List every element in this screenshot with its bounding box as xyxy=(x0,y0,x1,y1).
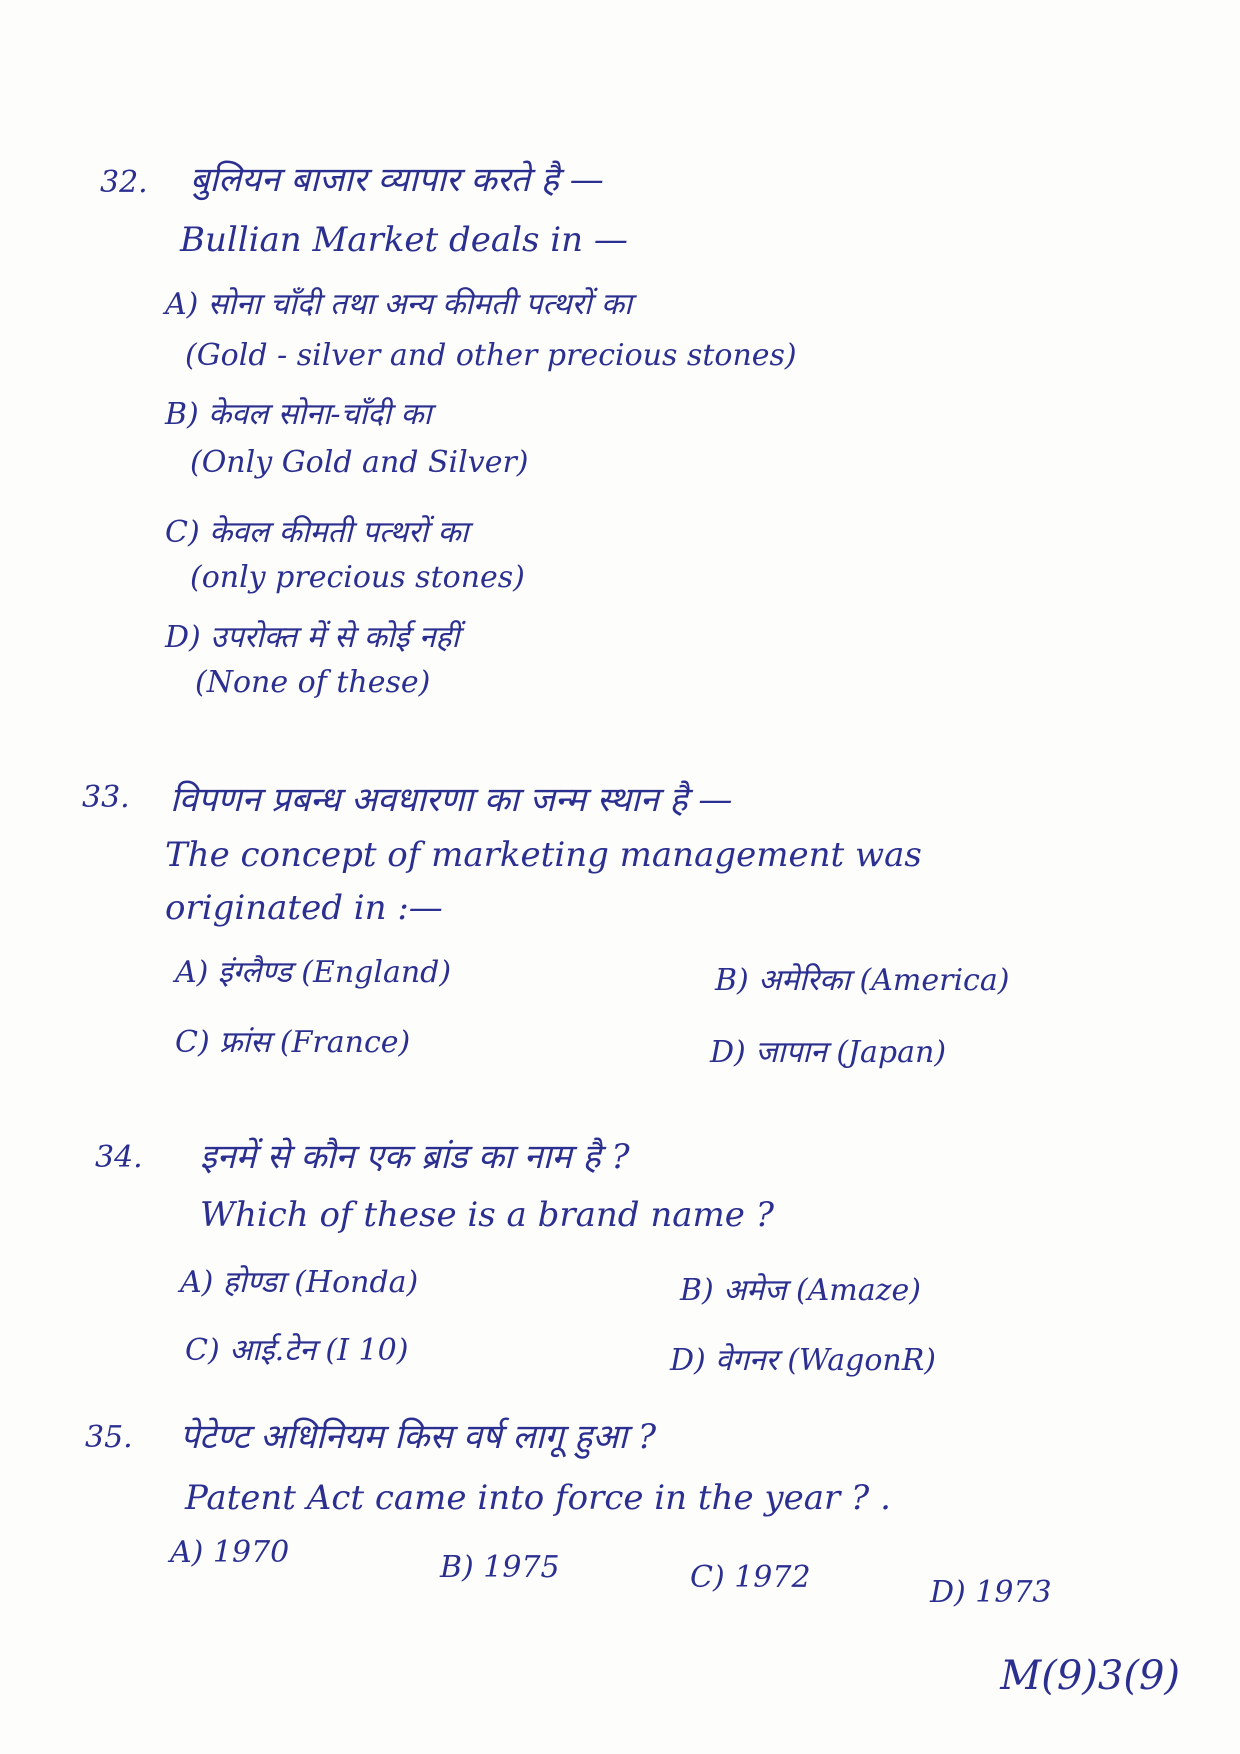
option-c: C) फ्रांस (France) xyxy=(175,1025,411,1060)
option-d-hindi: D) उपरोक्त में से कोई नहीं xyxy=(165,620,460,655)
question-number: 35. xyxy=(85,1420,133,1455)
question-number: 32. xyxy=(100,165,148,200)
option-b: B) अमेज (Amaze) xyxy=(680,1273,921,1308)
option-d-english: (None of these) xyxy=(195,665,431,700)
question-text-hindi: पेटेण्ट अधिनियम किस वर्ष लागू हुआ ? xyxy=(180,1417,657,1457)
option-b-hindi: B) केवल सोना-चाँदी का xyxy=(165,397,432,432)
option-a-english: (Gold - silver and other precious stones) xyxy=(185,338,797,373)
question-text-english-continued: originated in :— xyxy=(165,888,443,928)
option-c: C) 1972 xyxy=(690,1560,811,1595)
page-code-annotation: M(9)3(9) xyxy=(1000,1653,1180,1699)
question-number: 34. xyxy=(95,1140,143,1175)
question-text-english: Patent Act came into force in the year ? . xyxy=(185,1478,891,1518)
option-a: A) होण्डा (Honda) xyxy=(180,1265,419,1300)
option-d: D) 1973 xyxy=(930,1575,1052,1610)
question-text-english: Which of these is a brand name ? xyxy=(200,1195,774,1235)
option-b-english: (Only Gold and Silver) xyxy=(190,445,529,480)
option-d: D) जापान (Japan) xyxy=(710,1035,947,1070)
question-text-hindi: विपणन प्रबन्ध अवधारणा का जन्म स्थान है — xyxy=(170,780,733,820)
option-a-hindi: A) सोना चाँदी तथा अन्य कीमती पत्थरों का xyxy=(165,287,632,322)
option-c: C) आई.टेन (I 10) xyxy=(185,1333,409,1368)
question-text-english: The concept of marketing management was xyxy=(165,835,922,875)
question-number: 33. xyxy=(82,780,130,815)
option-b: B) 1975 xyxy=(440,1550,560,1585)
question-text-hindi: बुलियन बाजार व्यापार करते है — xyxy=(190,160,604,200)
option-d: D) वेगनर (WagonR) xyxy=(670,1343,937,1378)
question-text-english: Bullian Market deals in — xyxy=(180,220,628,260)
option-b: B) अमेरिका (America) xyxy=(715,963,1010,998)
option-a: A) 1970 xyxy=(170,1535,290,1570)
question-text-hindi: इनमें से कौन एक ब्रांड का नाम है ? xyxy=(200,1137,630,1177)
option-c-hindi: C) केवल कीमती पत्थरों का xyxy=(165,515,469,550)
option-c-english: (only precious stones) xyxy=(190,560,525,595)
option-a: A) इंग्लैण्ड (England) xyxy=(175,955,452,990)
